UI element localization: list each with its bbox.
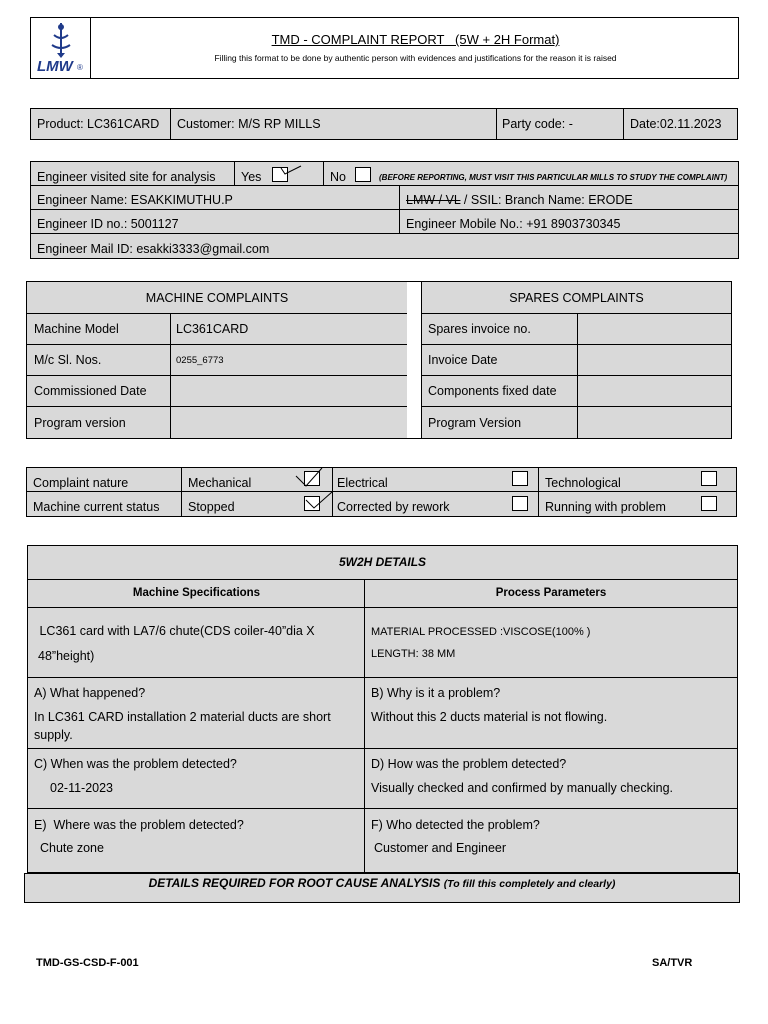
engineer-id: Engineer ID no.: 5001127 [37, 217, 179, 231]
yes-check-icon [279, 164, 303, 180]
answer-a-line-1: In LC361 CARD installation 2 material ducts are short [34, 710, 331, 724]
process-line-2: LENGTH: 38 MM [371, 648, 456, 660]
machine-status-label: Machine current status [33, 500, 160, 514]
question-e: E) Where was the problem detected? [34, 818, 244, 832]
components-fixed-date-label: Components fixed date [428, 384, 557, 398]
details-table [27, 545, 738, 873]
running-checkbox[interactable] [701, 496, 717, 511]
technological-label: Technological [545, 476, 621, 490]
answer-f: Customer and Engineer [374, 841, 507, 855]
machine-model-value: LC361CARD [176, 322, 249, 336]
commissioned-date-label: Commissioned Date [34, 384, 147, 398]
lmw-logo-reg: ® [77, 63, 83, 72]
logo-cell [31, 18, 91, 78]
branch-name: / SSIL: Branch Name: ERODE [460, 193, 633, 207]
program-version-label: Program version [34, 416, 126, 430]
question-b: B) Why is it a problem? [371, 686, 501, 700]
engineer-block [30, 161, 739, 259]
status-table [26, 467, 737, 517]
page-subtitle: Filling this format to be done by authentic person with evidences and justifications for the reason it is raised [214, 53, 617, 63]
footer-right-code: SA/TVR [652, 957, 693, 969]
visited-label: Engineer visited site for analysis [37, 170, 216, 184]
machine-model-label: Machine Model [34, 322, 119, 336]
stopped-label: Stopped [188, 500, 235, 514]
info-row [30, 108, 738, 140]
answer-b: Without this 2 ducts material is not flowing. [371, 710, 608, 724]
date-field: Date:02.11.2023 [630, 117, 722, 131]
question-f: F) Who detected the problem? [371, 818, 540, 832]
spares-invoice-label: Spares invoice no. [428, 322, 531, 336]
product-field: Product: LC361CARD [37, 117, 160, 131]
page-title: TMD - COMPLAINT REPORT (5W + 2H Format) [271, 32, 560, 47]
electrical-label: Electrical [337, 476, 388, 490]
document-code: TMD-GS-CSD-F-001 [36, 957, 139, 969]
serial-no-label: M/c Sl. Nos. [34, 353, 102, 367]
invoice-date-label: Invoice Date [428, 353, 498, 367]
lmw-logo-text: LMW [37, 58, 73, 75]
root-cause-note: (To fill this completely and clearly) [443, 878, 616, 890]
technological-checkbox[interactable] [701, 471, 717, 486]
table-divider [407, 281, 422, 439]
spares-complaints-table [421, 281, 732, 439]
answer-e: Chute zone [40, 841, 104, 855]
running-label: Running with problem [545, 500, 666, 514]
spares-program-version-label: Program Version [428, 416, 522, 430]
electrical-checkbox[interactable] [512, 471, 528, 486]
machine-complaints-title: MACHINE COMPLAINTS [145, 291, 289, 305]
spec-line-1: LC361 card with LA7/6 chute(CDS coiler-40”dia X [36, 624, 315, 638]
serial-no-value: 0255_6773 [176, 355, 224, 366]
engineer-mail: Engineer Mail ID: esakki3333@gmail.com [37, 242, 270, 256]
report-header [30, 17, 739, 79]
question-a: A) What happened? [34, 686, 146, 700]
complaint-nature-label: Complaint nature [33, 476, 129, 490]
answer-c: 02-11-2023 [50, 781, 114, 795]
lmw-logo-icon [32, 21, 90, 61]
question-c: C) When was the problem detected? [34, 757, 237, 771]
answer-a-line-2: supply. [34, 728, 73, 742]
customer-field: Customer: M/S RP MILLS [177, 117, 321, 131]
process-header: Process Parameters [495, 587, 607, 599]
corrected-checkbox[interactable] [512, 496, 528, 511]
mechanical-check-icon [294, 466, 326, 488]
no-checkbox[interactable] [355, 167, 371, 182]
mechanical-label: Mechanical [188, 476, 252, 490]
root-cause-bar [24, 873, 740, 903]
stopped-check-icon [304, 490, 336, 512]
party-code-field: Party code: - [502, 117, 573, 131]
no-label: No [330, 170, 346, 184]
spares-complaints-title: SPARES COMPLAINTS [509, 291, 644, 305]
spec-line-2: 48”height) [38, 649, 95, 663]
details-title: 5W2H DETAILS [338, 555, 427, 569]
spec-header: Machine Specifications [132, 587, 261, 599]
engineer-mobile: Engineer Mobile No.: +91 8903730345 [406, 217, 621, 231]
engineer-name: Engineer Name: ESAKKIMUTHU.P [37, 193, 233, 207]
yes-label: Yes [241, 170, 262, 184]
root-cause-title: DETAILS REQUIRED FOR ROOT CAUSE ANALYSIS [148, 876, 444, 890]
visit-note: (BEFORE REPORTING, MUST VISIT THIS PARTICULAR MILLS TO STUDY THE COMPLAINT) [379, 173, 728, 182]
machine-complaints-table [26, 281, 408, 439]
corrected-label: Corrected by rework [337, 500, 450, 514]
question-d: D) How was the problem detected? [371, 757, 567, 771]
answer-d: Visually checked and confirmed by manually checking. [371, 781, 674, 795]
process-line-1: MATERIAL PROCESSED :VISCOSE(100% ) [371, 626, 591, 638]
branch-strike: LMW / VL [406, 193, 461, 207]
